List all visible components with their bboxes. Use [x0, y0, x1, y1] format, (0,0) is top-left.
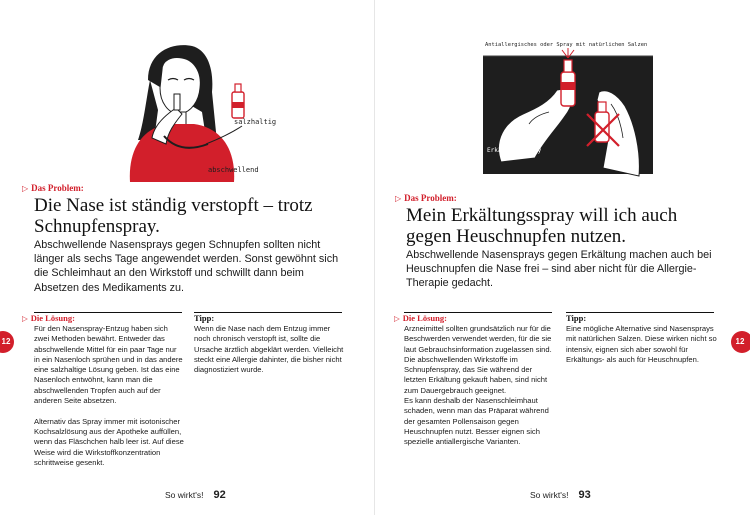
tip-divider: [566, 312, 714, 313]
solution-triangle-icon: ▷: [22, 314, 28, 323]
page-footer: [165, 489, 226, 501]
solution-triangle-icon: ▷: [394, 314, 400, 323]
page-footer: [530, 489, 591, 501]
tip-label: Tipp:: [194, 313, 215, 323]
footer-text: So wirkt's!: [165, 490, 204, 500]
page-number: 92: [213, 489, 226, 501]
solution-label: ▷ Die Lösung:: [394, 313, 447, 323]
label-abschwellend: abschwellend: [208, 166, 259, 174]
tip-text: Eine mögliche Alternative sind Nasensprays mit natürlichen Salzen. Diese wirken nicht so intensiv, eignen sich aber sowohl für Erkältungs- als auch für Heuschnupfen.: [566, 324, 717, 364]
lead-paragraph: Abschwellende Nasensprays gegen Schnupfen sollten nicht länger als sechs Tage angewendet werden. Sonst gewöhnt sich die Schleimhaut an den Wirkstoff und schwillt dann beim Absetzen des Medikaments zu.: [34, 239, 339, 294]
problem-triangle-icon: ▷: [395, 194, 402, 203]
tip-text: Wenn die Nase nach dem Entzug immer noch chronisch verstopft ist, sollte die Ursache ärztlich abgeklärt werden. Vielleicht steckt eine Allergie dahinter, die bisher nicht diagnostiziert wurde.: [194, 324, 344, 375]
tip-divider: [194, 312, 342, 313]
solution-paragraph: Es kann deshalb der Nasenschleimhaut schaden, wenn man das Präparat während der gesamten Pollensaison gegen Heuschnupfen nutzt. Besser eignen sich spezielle antiallergische Varianten.: [404, 396, 549, 447]
chapter-tab: 12: [0, 331, 14, 353]
page-title: Mein Erkältungsspray will ich auch gegen Heuschnupfen nutzen.: [406, 205, 678, 247]
label-cold-spray: Erkältungsspray: [487, 147, 542, 154]
hands-spray-illustration: [483, 28, 653, 186]
solution-text: [34, 324, 184, 468]
chapter-tab: 12: [731, 331, 750, 353]
tip-label: Tipp:: [566, 313, 587, 323]
lead-paragraph: Abschwellende Nasensprays gegen Erkältung machen auch bei Heuschnupfen die Nase frei – sind aber nicht für die Allergie-Therapie gedacht.: [406, 249, 712, 290]
solution-paragraph: Arzneimittel sollten grundsätzlich nur für die Beschwerden verwendet werden, für die sie laut Gebrauchsinformation zugelassen sind. Die abschwellenden Wirkstoffe im Schnupfenspray, das Sie während der letzten Erkältung gekauft haben, sind nicht zum Dauergebrauch geeignet.: [404, 324, 552, 395]
label-antiallergic-spray: Antiallergisches oder Spray mit natürlichen Salzen: [485, 42, 648, 48]
problem-label: ▷ Das Problem:: [22, 183, 84, 193]
right-page: [375, 0, 750, 515]
page-title: Die Nase ist ständig verstopft – trotz Schnupfenspray.: [34, 195, 313, 237]
label-salzhaltig: salzhaltig: [234, 118, 277, 126]
problem-triangle-icon: ▷: [22, 184, 29, 193]
solution-label: ▷ Die Lösung:: [22, 313, 75, 323]
solution-paragraph: Für den Nasenspray-Entzug haben sich zwei Methoden bewährt. Entweder das abschwellende Mittel für ein paar Tage nur in ein Nasenloch sprühen und in das andere eine salzhaltige Lösung geben. Ist das eine Nasenloch entwöhnt, kann man die abschwellenden Tropfen auch auf der anderen Seite absetzen.: [34, 324, 183, 406]
page-number: 93: [578, 489, 591, 501]
solution-text: [404, 324, 554, 448]
problem-label: ▷ Das Problem:: [395, 193, 457, 203]
footer-text: So wirkt's!: [530, 490, 569, 500]
nasal-spray-woman-illustration: [110, 40, 290, 182]
solution-paragraph: Alternativ das Spray immer mit isotonischer Kochsalzlösung aus der Apotheke auffüllen, wenn das Fläschchen halb leer ist. Auf diese Weise wird die Wirkstoffkonzentration schrittweise gesenkt.: [34, 416, 184, 467]
